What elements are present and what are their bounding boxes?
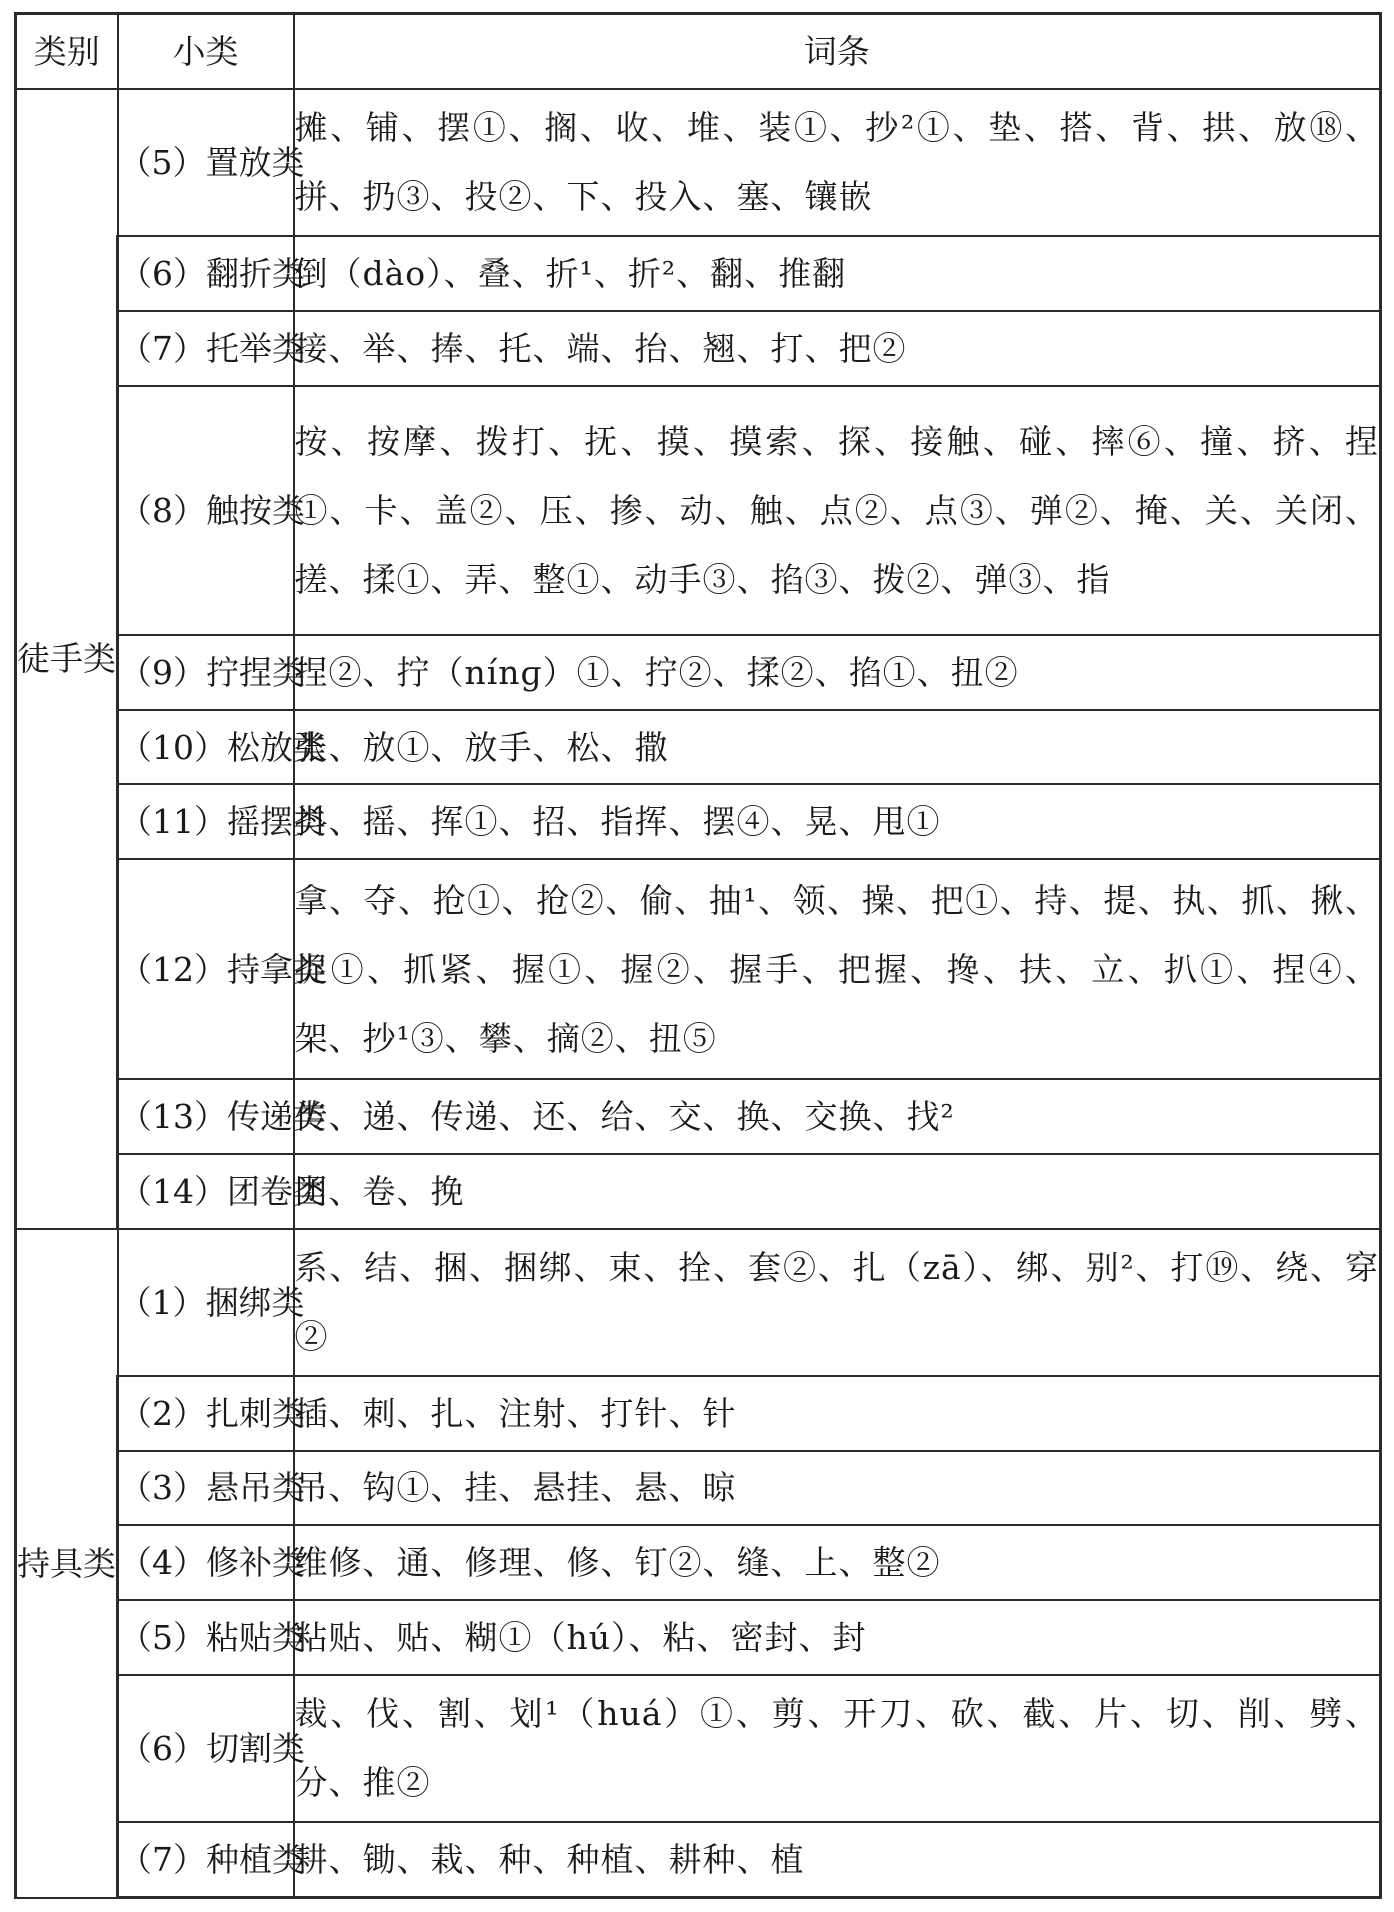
subcategory-cell: （14）团卷类 <box>118 1154 294 1229</box>
category-cell: 徒手类 <box>16 89 118 1229</box>
entries-cell: 吊、钩①、挂、悬挂、悬、晾 <box>294 1451 1381 1526</box>
entries-cell: 插、刺、扎、注射、打针、针 <box>294 1376 1381 1451</box>
entries-cell: 按、按摩、拨打、抚、摸、摸索、探、接触、碰、摔⑥、撞、挤、捏①、卡、盖②、压、掺、动、触、点②、点③、弹②、掩、关、关闭、搓、揉①、弄、整①、动手③、掐③、拨②、弹③、指 <box>294 386 1381 635</box>
subcategory-cell: （8）触按类 <box>118 386 294 635</box>
table-row <box>16 710 1381 785</box>
table-row <box>16 1525 1381 1600</box>
table-row <box>16 1675 1381 1822</box>
category-cell: 持具类 <box>16 1229 118 1898</box>
entries-cell: 摊、铺、摆①、搁、收、堆、装①、抄²①、垫、搭、背、拱、放⑱、拼、扔③、投②、下、投入、塞、镶嵌 <box>294 89 1381 236</box>
subcategory-cell: （12）持拿类 <box>118 859 294 1079</box>
subcategory-cell: （1）捆绑类 <box>118 1229 294 1376</box>
subcategory-cell: （11）摇摆类 <box>118 784 294 859</box>
subcategory-cell: （7）种植类 <box>118 1822 294 1897</box>
subcategory-cell: （6）翻折类 <box>118 236 294 311</box>
entries-cell: 维修、通、修理、修、钉②、缝、上、整② <box>294 1525 1381 1600</box>
table-row <box>16 1822 1381 1897</box>
table-row <box>16 1079 1381 1154</box>
table-row <box>16 784 1381 859</box>
table-row <box>16 1154 1381 1229</box>
table-row <box>16 386 1381 635</box>
table-row <box>16 859 1381 1079</box>
header-category: 类别 <box>16 14 118 89</box>
entries-cell: 抖、摇、挥①、招、指挥、摆④、晃、甩① <box>294 784 1381 859</box>
table-row <box>16 635 1381 710</box>
entries-cell: 耕、锄、栽、种、种植、耕种、植 <box>294 1822 1381 1897</box>
lexicon-table <box>14 12 1382 1899</box>
table-row <box>16 1376 1381 1451</box>
entries-cell: 张、放①、放手、松、撒 <box>294 710 1381 785</box>
subcategory-cell: （4）修补类 <box>118 1525 294 1600</box>
entries-cell: 团、卷、挽 <box>294 1154 1381 1229</box>
table-row <box>16 1229 1381 1376</box>
table-row <box>16 311 1381 386</box>
subcategory-cell: （5）粘贴类 <box>118 1600 294 1675</box>
table-row <box>16 89 1381 236</box>
table-row <box>16 1600 1381 1675</box>
subcategory-cell: （7）托举类 <box>118 311 294 386</box>
entries-cell: 拿、夺、抢①、抢②、偷、抽¹、领、操、把①、持、提、执、抓、揪、捉①、抓紧、握①、握②、握手、把握、搀、扶、立、扒①、捏④、架、抄¹③、攀、摘②、扭⑤ <box>294 859 1381 1079</box>
header-subcategory: 小类 <box>118 14 294 89</box>
subcategory-cell: （13）传递类 <box>118 1079 294 1154</box>
subcategory-cell: （9）拧捏类 <box>118 635 294 710</box>
entries-cell: 粘贴、贴、糊①（hú）、粘、密封、封 <box>294 1600 1381 1675</box>
table-row <box>16 236 1381 311</box>
header-row <box>16 14 1381 89</box>
entries-cell: 传、递、传递、还、给、交、换、交换、找² <box>294 1079 1381 1154</box>
subcategory-cell: （5）置放类 <box>118 89 294 236</box>
header-entries: 词条 <box>294 14 1381 89</box>
entries-cell: 捏②、拧（nínɡ）①、拧②、揉②、掐①、扭② <box>294 635 1381 710</box>
entries-cell: 系、结、捆、捆绑、束、拴、套②、扎（zā）、绑、别²、打⑲、绕、穿② <box>294 1229 1381 1376</box>
subcategory-cell: （2）扎刺类 <box>118 1376 294 1451</box>
subcategory-cell: （10）松放类 <box>118 710 294 785</box>
subcategory-cell: （3）悬吊类 <box>118 1451 294 1526</box>
entries-cell: 倒（dào）、叠、折¹、折²、翻、推翻 <box>294 236 1381 311</box>
subcategory-cell: （6）切割类 <box>118 1675 294 1822</box>
table-row <box>16 1451 1381 1526</box>
entries-cell: 接、举、捧、托、端、抬、翘、打、把② <box>294 311 1381 386</box>
entries-cell: 裁、伐、割、划¹（huá）①、剪、开刀、砍、截、片、切、削、劈、分、推② <box>294 1675 1381 1822</box>
